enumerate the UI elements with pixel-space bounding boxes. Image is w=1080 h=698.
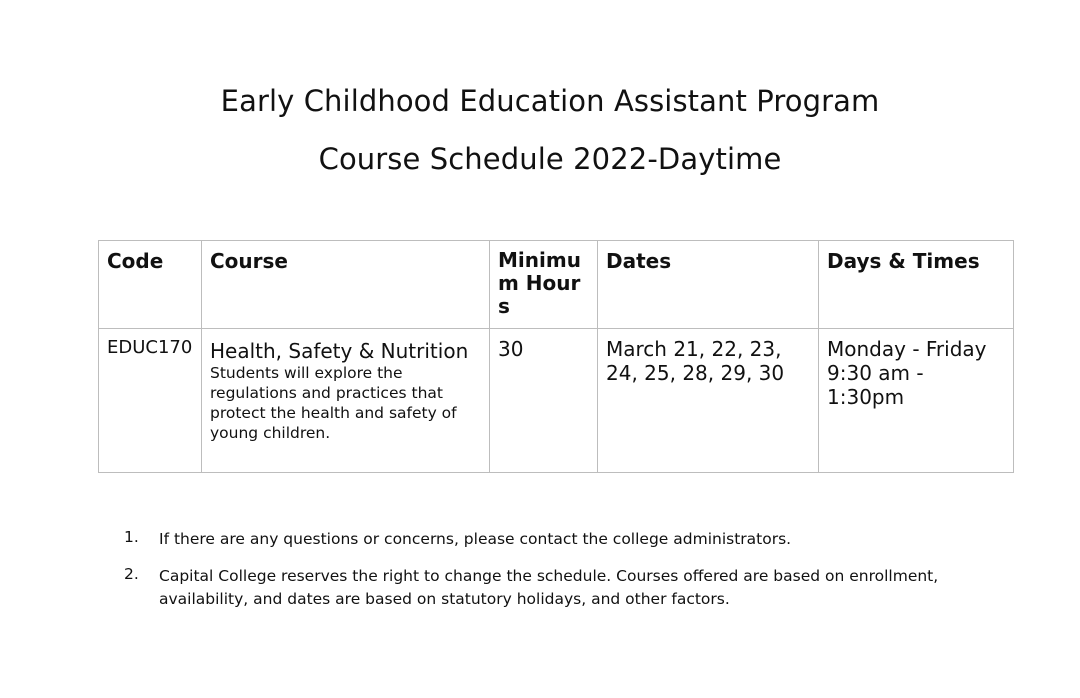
note-number: 2. (124, 565, 139, 583)
course-description: Students will explore the regulations and practices that protect the health and safety of young children. (210, 364, 457, 442)
note-text: Capital College reserves the right to change the schedule. Courses offered are based on enrollment, availability, and dates are based on statutory holidays, and other factors. (159, 567, 939, 608)
times-line: 9:30 am - 1:30pm (827, 361, 924, 409)
course-schedule-table (98, 240, 1014, 473)
notes-list (124, 528, 1024, 625)
column-header-course: Course (202, 241, 490, 329)
course-name: Health, Safety & Nutrition (210, 339, 469, 363)
course-days-times (819, 329, 1014, 473)
note-text: If there are any questions or concerns, please contact the college administrators. (159, 530, 792, 548)
document-subtitle: Course Schedule 2022-Daytime (318, 142, 782, 176)
days-line: Monday - Friday (827, 337, 987, 361)
document-title: Early Childhood Education Assistant Program (220, 84, 880, 118)
course-hours: 30 (490, 329, 598, 473)
column-header-days: Days & Times (819, 241, 1014, 329)
list-item (124, 565, 1024, 611)
note-number: 1. (124, 528, 139, 546)
dates-line: March 21, 22, 23, (606, 337, 782, 361)
course-code: EDUC170 (99, 329, 202, 473)
course-dates (598, 329, 819, 473)
list-item (124, 528, 1024, 551)
table-header-row (99, 241, 1014, 329)
dates-line: 24, 25, 28, 29, 30 (606, 361, 785, 385)
column-header-dates: Dates (598, 241, 819, 329)
table-row (99, 329, 1014, 473)
course-cell (202, 329, 490, 473)
column-header-code: Code (99, 241, 202, 329)
column-header-hours: Minimum Hours (490, 241, 598, 329)
